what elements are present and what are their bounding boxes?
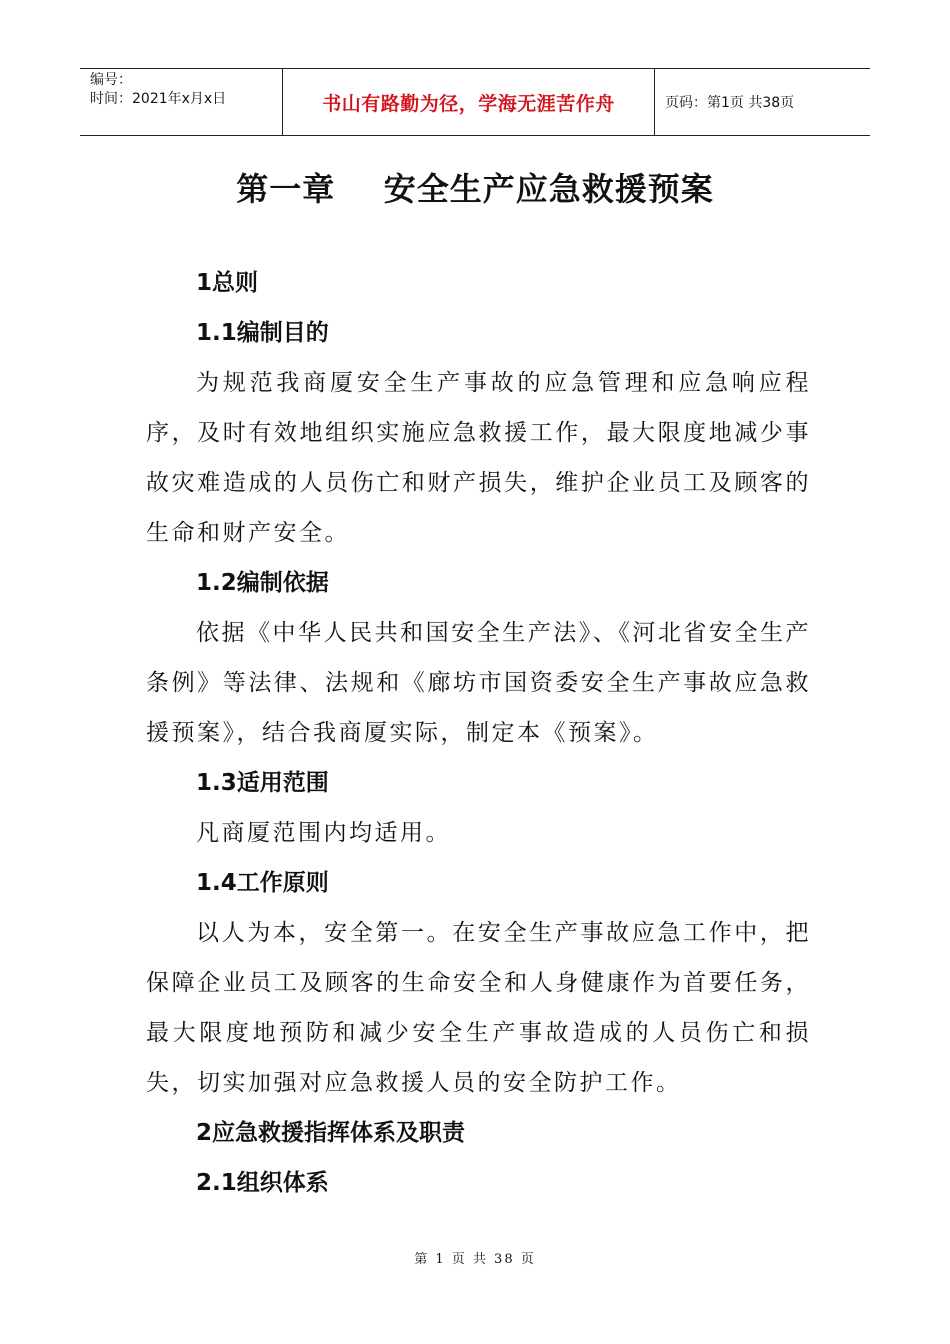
subsection-heading: 1.1编制目的	[196, 320, 329, 346]
document-body	[146, 258, 811, 1208]
header-motto: 书山有路勤为径，学海无涯苦作舟	[283, 69, 655, 135]
document-number: 编号：	[90, 72, 132, 88]
chapter-title: 第一章 安全生产应急救援预案	[236, 170, 714, 208]
paragraph: 为规范我商厦安全生产事故的应急管理和应急响应程序，及时有效地组织实施应急救援工作，最大限度地减少事故灾难造成的人员伤亡和财产损失，维护企业员工及顾客的生命和财产安全。	[146, 370, 811, 546]
section-heading: 2应急救援指挥体系及职责	[196, 1120, 466, 1146]
paragraph: 依据《中华人民共和国安全生产法》、《河北省安全生产条例》等法律、法规和《廊坊市国资委安全生产事故应急救援预案》，结合我商厦实际，制定本《预案》。	[146, 620, 811, 746]
document-date: 时间：2021年x月x日	[90, 91, 227, 107]
header-page-info: 页码：第1页 共38页	[665, 95, 795, 111]
header-meta-cell	[80, 69, 283, 135]
subsection-heading: 2.1组织体系	[196, 1170, 329, 1196]
paragraph: 凡商厦范围内均适用。	[196, 820, 451, 846]
page-footer: 第 1 页 共 38 页	[414, 1252, 536, 1267]
subsection-heading: 1.2编制依据	[196, 570, 329, 596]
document-header	[80, 68, 870, 136]
section-heading: 1总则	[196, 270, 259, 296]
subsection-heading: 1.3适用范围	[196, 770, 329, 796]
subsection-heading: 1.4工作原则	[196, 870, 329, 896]
paragraph: 以人为本，安全第一。在安全生产事故应急工作中，把保障企业员工及顾客的生命安全和人身健康作为首要任务，最大限度地预防和减少安全生产事故造成的人员伤亡和损失，切实加强对应急救援人员的安全防护工作。	[146, 920, 811, 1096]
